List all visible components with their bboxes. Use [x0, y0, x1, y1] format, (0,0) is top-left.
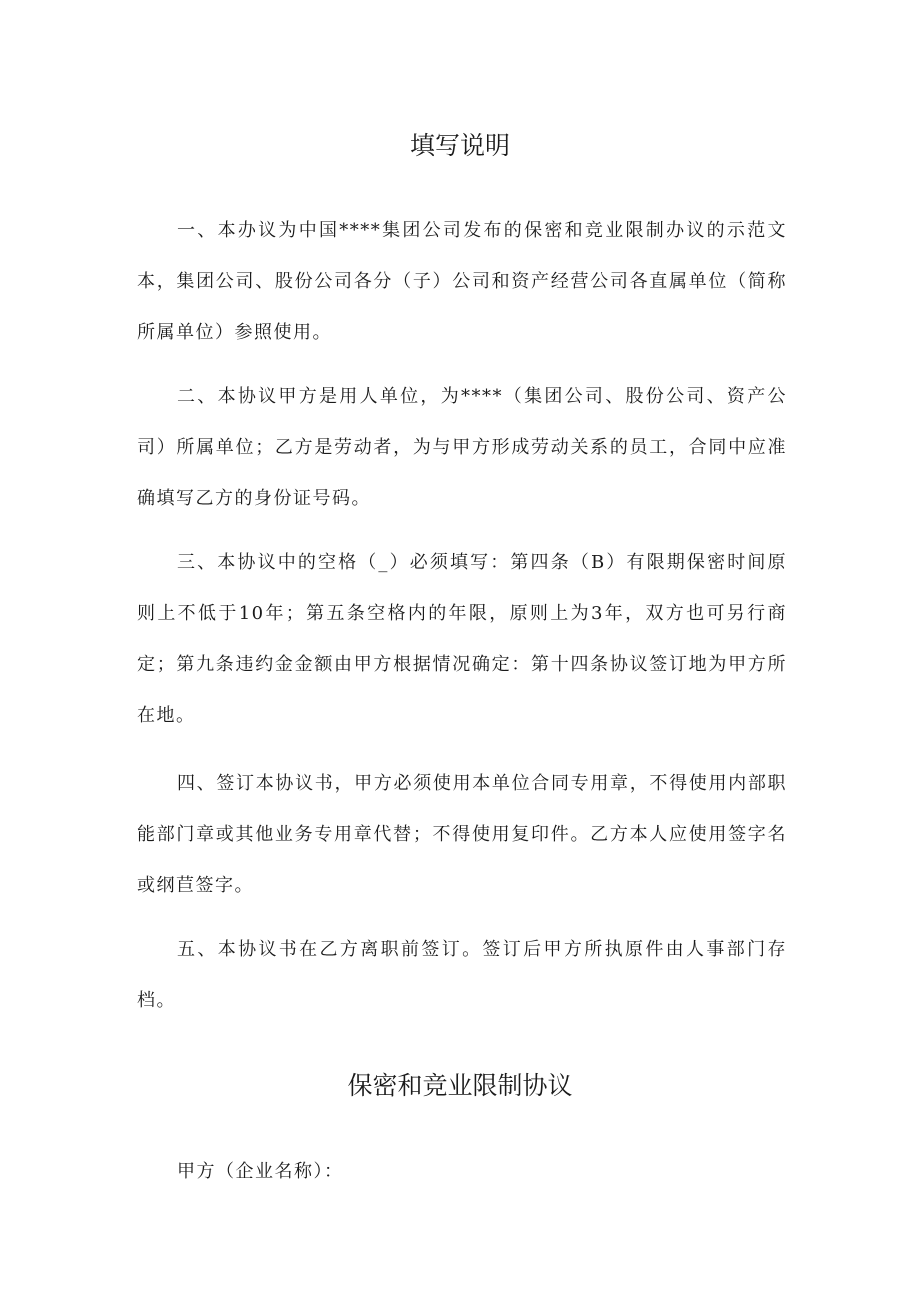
instruction-paragraph-5: 五、本协议书在乙方离职前签订。签订后甲方所执原件由人事部门存档。	[137, 939, 787, 1011]
agreement-title: 保密和竞业限制协议	[347, 1071, 573, 1100]
party-a-label: 甲方（企业名称）：	[177, 1161, 344, 1182]
instruction-paragraph-4: 四、签订本协议书，甲方必须使用本单位合同专用章，不得使用内部职能部门章或其他业务专用章代替；不得使用复印件。乙方本人应使用签字名或纲苣签字。	[137, 773, 787, 896]
instruction-paragraph-1: 一、本办议为中国****集团公司发布的保密和竞业限制办议的示范文本，集团公司、股份公司各分（子）公司和资产经营公司各直属单位（简称所属单位）参照使用。	[137, 220, 787, 343]
instruction-paragraph-3: 三、本协议中的空格（_）必须填写：第四条（B）有限期保密时间原则上不低于10年；第五条空格内的年限，原则上为3年，双方也可另行商定；第九条违约金金额由甲方根据情况确定：第十四条协议签订地为甲方所在地。	[137, 552, 787, 726]
instruction-paragraph-2: 二、本协议甲方是用人单位，为****（集团公司、股份公司、资产公司）所属单位；乙方是劳动者，为与甲方形成劳动关系的员工，合同中应准确填写乙方的身份证号码。	[137, 386, 787, 509]
instructions-title: 填写说明	[409, 131, 510, 160]
